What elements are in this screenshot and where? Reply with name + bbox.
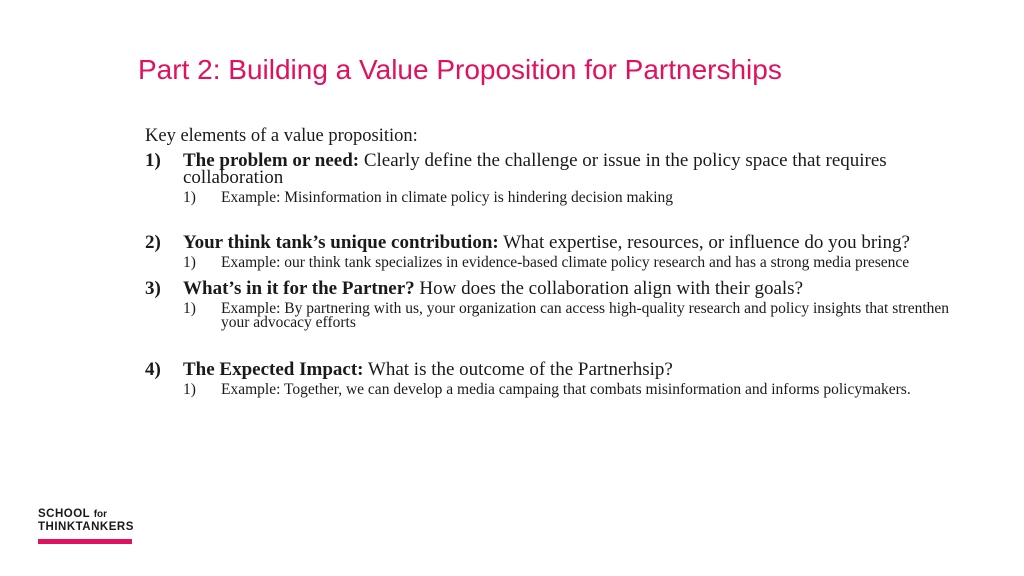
list-number: 2) (145, 232, 161, 253)
sub-text: Example: Misinformation in climate policy is hindering decision making (221, 189, 673, 206)
item-text: What is the outcome of the Partnerhsip? (363, 359, 673, 380)
item-heading: The Expected Impact: (183, 359, 364, 380)
school-logo (38, 508, 134, 534)
sub-item (183, 383, 955, 397)
list-number: 4) (145, 359, 161, 380)
sub-number: 1) (183, 381, 196, 398)
sub-item (183, 256, 955, 270)
sub-text: Example: Together, we can develop a media campaing that combats misinformation and informs policymakers. (221, 381, 911, 398)
sub-number: 1) (183, 189, 196, 206)
item-text: What expertise, resources, or influence do you bring? (498, 232, 910, 253)
sub-item (183, 302, 955, 330)
logo-underline (38, 539, 132, 544)
slide-title: Part 2: Building a Value Proposition for Partnerships (138, 54, 782, 85)
sub-text: Example: By partnering with us, your organization can access high-quality research and policy insights that strenthen your advocacy efforts (221, 300, 950, 331)
sub-number: 1) (183, 254, 196, 271)
sub-item (183, 191, 955, 205)
item-heading: What’s in it for the Partner? (183, 278, 415, 299)
list-item-partner (145, 280, 955, 330)
list-item-impact (145, 361, 955, 397)
sub-number: 1) (183, 300, 196, 317)
slide-content (145, 126, 955, 397)
logo-line2: THINKTANKERS (38, 521, 134, 533)
list-number: 1) (145, 150, 161, 171)
item-text: Clearly define the challenge or issue in the policy space that requires collaboration (183, 150, 887, 188)
list-item-contribution (145, 234, 955, 270)
logo-line1: SCHOOL (38, 508, 90, 520)
sub-text: Example: our think tank specializes in evidence-based climate policy research and has a strong media presence (221, 254, 910, 271)
list-number: 3) (145, 278, 161, 299)
item-heading: The problem or need: (183, 150, 360, 171)
intro-text: Key elements of a value proposition: (145, 126, 418, 146)
item-text: How does the collaboration align with their goals? (414, 278, 804, 299)
list-item-problem (145, 152, 955, 205)
item-heading: Your think tank’s unique contribution: (183, 232, 499, 253)
logo-for: for (93, 509, 108, 520)
